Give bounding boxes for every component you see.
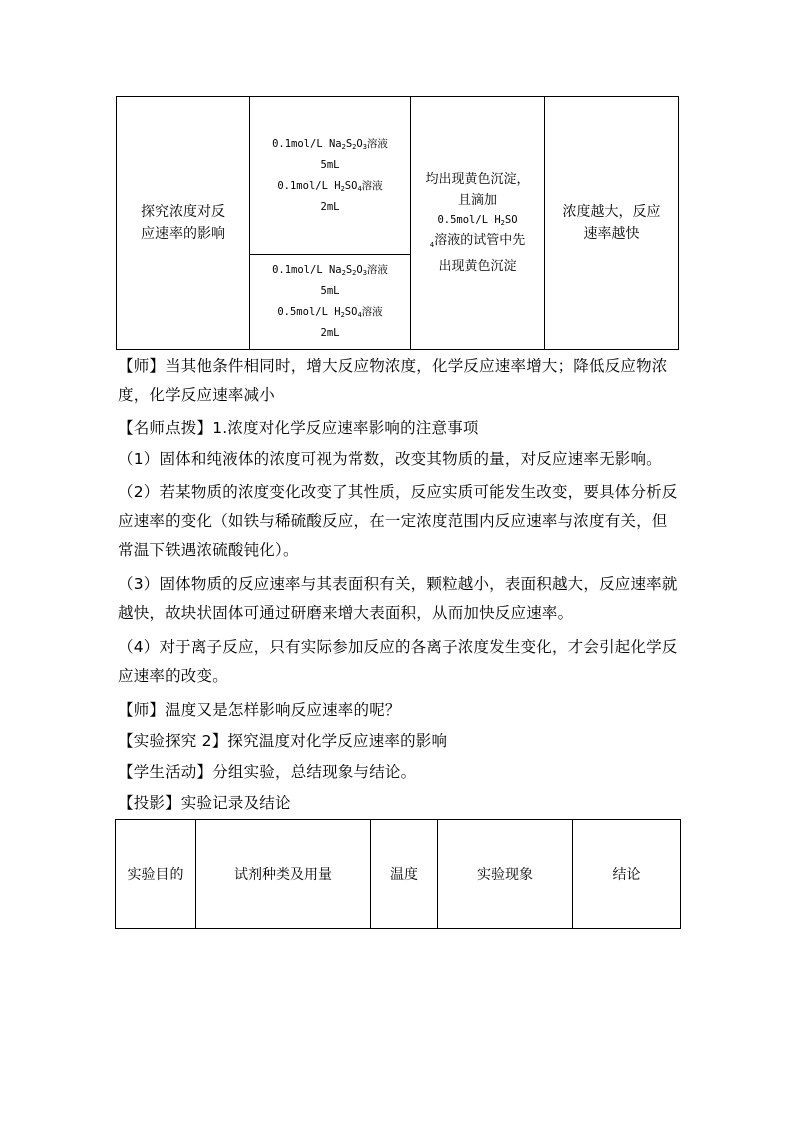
paragraph-tips-heading: 【名师点拨】1.浓度对化学反应速率影响的注意事项	[118, 419, 479, 437]
phenomenon-line: 均出现黄色沉淀，	[425, 172, 530, 187]
phenomenon-line: 0.5mol/L $H_2SO$	[437, 214, 518, 227]
reagent-line: 0.1mol/L $Na_2S_2O_3$溶液	[272, 264, 388, 277]
experiment-purpose: 探究浓度对反应速率的影响	[141, 204, 225, 242]
paragraph-projection: 【投影】实验记录及结论	[118, 794, 291, 812]
concentration-experiment-table	[116, 96, 679, 350]
reagent-volume: 2mL	[320, 327, 340, 339]
reagents-cell-b	[250, 255, 411, 350]
reagent-volume: 5mL	[320, 285, 340, 297]
header-reagents: 试剂种类及用量	[196, 820, 371, 929]
phenomenon-line: $_4$溶液的试管中先	[429, 233, 526, 249]
phenomenon-cell	[411, 97, 545, 350]
conclusion-text: 浓度越大，反应速率越快	[562, 204, 661, 242]
reagent-line: 0.5mol/L $H_2SO_4$溶液	[277, 306, 383, 319]
reagent-volume: 5mL	[320, 158, 340, 171]
paragraph-experiment-2: 【实验探究 2】探究温度对化学反应速率的影响	[118, 732, 448, 750]
phenomenon-line: 出现黄色沉淀	[438, 259, 517, 274]
paragraph-note-1: （1）固体和纯液体的浓度可视为常数，改变其物质的量，对反应速率无影响。	[118, 450, 662, 468]
header-purpose: 实验目的	[116, 820, 196, 929]
temperature-experiment-table	[115, 819, 681, 929]
reagent-volume: 2mL	[320, 200, 340, 213]
paragraph-note-2: （2）若某物质的浓度变化改变了其性质，反应实质可能发生改变，要具体分析反应速率的变化（如铁与稀硫酸反应，在一定浓度范围内反应速率与浓度有关，但常温下铁遇浓硫酸钝化）。	[118, 483, 678, 559]
paragraph-note-4: （4）对于离子反应，只有实际参加反应的各离子浓度发生变化，才会引起化学反应速率的改变。	[118, 638, 678, 685]
paragraph-note-3: （3）固体物质的反应速率与其表面积有关，颗粒越小，表面积越大，反应速率就越快，故块状固体可通过研磨来增大表面积，从而加快反应速率。	[118, 575, 678, 622]
header-temperature: 温度	[371, 820, 438, 929]
header-phenomenon: 实验现象	[438, 820, 573, 929]
paragraph-teacher-summary: 【师】当其他条件相同时，增大反应物浓度，化学反应速率增大；降低反应物浓度，化学反应速率减小	[118, 357, 668, 404]
header-conclusion: 结论	[573, 820, 681, 929]
paragraph-teacher-question: 【师】温度又是怎样影响反应速率的呢？	[118, 701, 401, 719]
reagent-line: 0.1mol/L $Na_2S_2O_3$溶液	[272, 137, 388, 151]
experiment-purpose-cell	[117, 97, 250, 350]
reagent-line: 0.1mol/L $H_2SO_4$溶液	[277, 179, 383, 193]
conclusion-cell	[545, 97, 679, 350]
paragraph-student-activity: 【学生活动】分组实验，总结现象与结论。	[118, 763, 417, 781]
phenomenon-line: 且滴加	[457, 193, 497, 208]
reagents-cell-a	[250, 97, 411, 255]
